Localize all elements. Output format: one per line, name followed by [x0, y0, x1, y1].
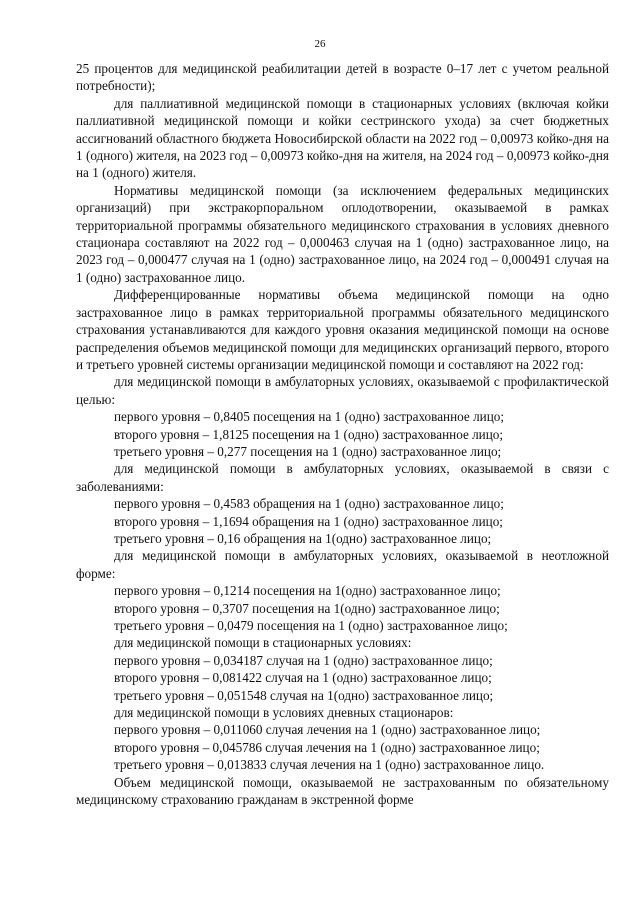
list-item: для медицинской помощи в стационарных условиях: [114, 635, 412, 651]
paragraph: 25 процентов для медицинской реабилитации детей в возрасте 0–17 лет с учетом реальной потребности); [76, 61, 609, 94]
paragraph: для медицинской помощи в амбулаторных условиях, оказываемой в неотложной форме: [76, 548, 609, 581]
page-number: 26 [314, 38, 326, 50]
paragraph: Дифференцированные нормативы объема медицинской помощи на одно застрахованное лицо в рамках территориальной программы обязательного медицинского страхования устанавливаются для каждого уровня оказания медицинской помощи на основе распределения объемов медицинской помощи для медицинских организаций первого, второго и третьего уровней системы организации медицинской помощи и составляют на 2022 год: [76, 287, 609, 372]
paragraph: для медицинской помощи в амбулаторных условиях, оказываемой в связи с заболеваниями: [76, 461, 609, 494]
paragraph: для медицинской помощи в амбулаторных условиях, оказываемой с профилактической целью: [76, 374, 609, 407]
paragraph: Нормативы медицинской помощи (за исключением федеральных медицинских организаций) при экстракорпоральном оплодотворении, оказываемой в рамках территориальной программы обязательного медицинского страхования в условиях дневного стационара составляют на 2022 год – 0,000463 случая на 1 (одно) застрахованное лицо, на 2023 год – 0,000477 случая на 1 (одно) застрахованное лицо, на 2024 год – 0,000491 случая на 1 (одно) застрахованное лицо. [76, 182, 609, 285]
list-item: первого уровня – 0,1214 посещения на 1(одно) застрахованное лицо; [114, 583, 501, 599]
list-item: третьего уровня – 0,0479 посещения на 1 (одно) застрахованное лицо; [114, 618, 508, 633]
list-item: первого уровня – 0,011060 случая лечения на 1 (одно) застрахованное лицо; [114, 722, 541, 738]
list-item: третьего уровня – 0,013833 случая лечения на 1 (одно) застрахованное лицо. [114, 757, 545, 773]
list-item: второго уровня – 0,081422 случая на 1 (одно) застрахованное лицо; [114, 670, 492, 686]
list-item: первого уровня – 0,8405 посещения на 1 (одно) застрахованное лицо; [114, 409, 505, 425]
list-item: третьего уровня – 0,277 посещения на 1 (одно) застрахованное лицо; [114, 443, 502, 459]
paragraph: для паллиативной медицинской помощи в стационарных условиях (включая койки паллиативной медицинской помощи и койки сестринского ухода) за счет бюджетных ассигнований областного бюджета Новосибирской области на 2022 год – 0,00973 койко-дня на 1 (одного) жителя, на 2023 год – 0,00973 койко-дня на жителя, на 2024 год – 0,00973 койко-дня на 1 (одного) жителя. [76, 95, 609, 181]
list-item: третьего уровня – 0,051548 случая на 1(одно) застрахованное лицо; [114, 687, 494, 703]
list-item: первого уровня – 0,4583 обращения на 1 (одно) застрахованное лицо; [114, 496, 504, 512]
list-item: первого уровня – 0,034187 случая на 1 (одно) застрахованное лицо; [114, 652, 493, 668]
paragraph: Объем медицинской помощи, оказываемой не застрахованным по обязательному медицинскому страхованию гражданам в экстренной форме [76, 774, 609, 808]
list-item: второго уровня – 1,1694 обращения на 1 (одно) застрахованное лицо; [114, 513, 503, 529]
list-item: второго уровня – 0,3707 посещения на 1(одно) застрахованное лицо; [114, 600, 500, 616]
list-item: третьего уровня – 0,16 обращения на 1(одно) застрахованное лицо; [114, 530, 492, 546]
list-item: второго уровня – 1,8125 посещения на 1 (одно) застрахованное лицо; [114, 426, 504, 442]
list-item: второго уровня – 0,045786 случая лечения на 1 (одно) застрахованное лицо; [114, 739, 540, 755]
list-item: для медицинской помощи в условиях дневных стационаров: [114, 705, 454, 721]
document-body [76, 60, 609, 808]
